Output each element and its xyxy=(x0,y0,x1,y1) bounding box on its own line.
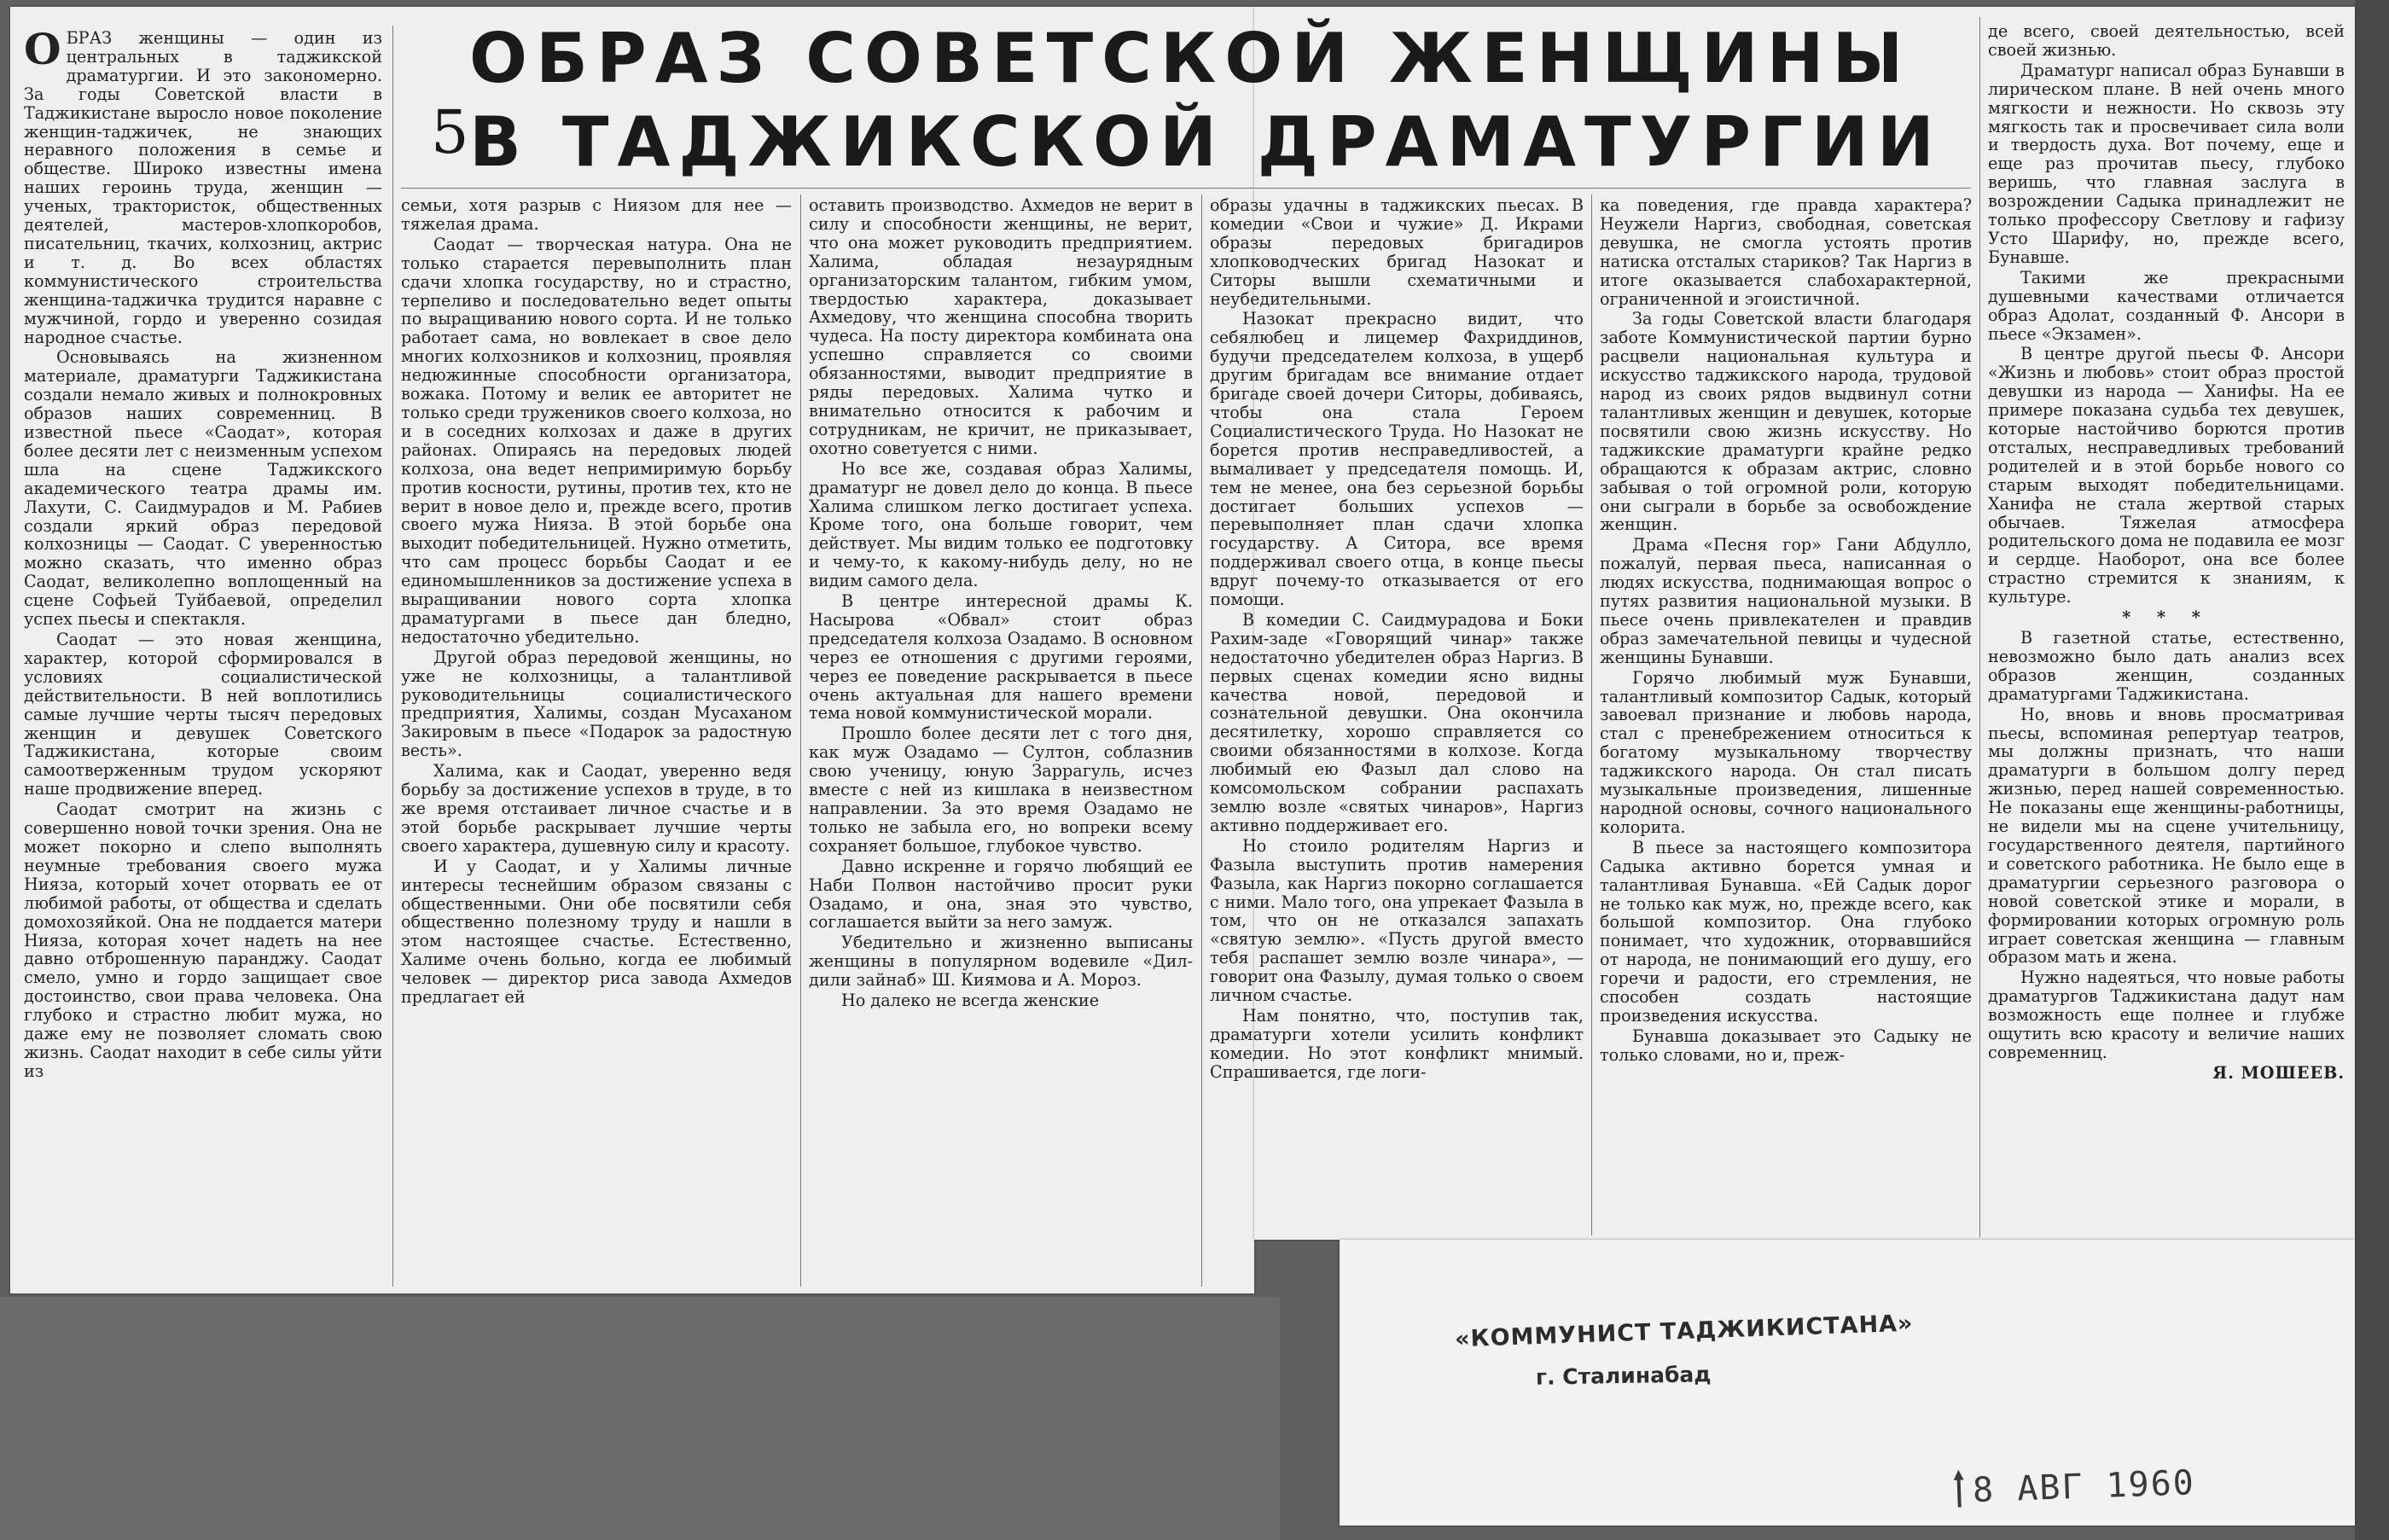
paragraph: Бунавша доказывает это Садыку не только словами, но и, преж- xyxy=(1600,1026,1972,1065)
paragraph: Но далеко не всегда женские xyxy=(841,991,1100,1011)
headline-line-2: В ТАДЖИКСКОЙ ДРАМАТУРГИИ xyxy=(469,102,1943,182)
paragraph: Но, вновь и вновь просматривая пьесы, вспоминая репертуар театров, мы должны признать, что наши драматурги в большом долгу перед жизнью, перед нашей современностью. Не показаны еще женщины-работницы, не видели мы на сцене учительницу, государственного деятеля, партийного и советского работника. Не было еще в драматургии серьезного разговора о новой советской этике и морали, в формировании которых огромную роль играет советская женщина — главным образом мать и жена. xyxy=(1988,704,2345,968)
paragraph: В центре интересной драмы К. Насырова «Обвал» стоит образ председателя колхоза Озадамо. В основном через ее отношения с другими героями, через ее поведение раскрывается в пьесе очень актуальная для нашего времени тема новой коммунистической морали. xyxy=(809,591,1193,724)
pencil-mark: 5 xyxy=(431,97,478,167)
paragraph: Драматург написал образ Бунавши в лирическом плане. В ней очень много мягкости и нежности. Но сквозь эту мягкость так и просвечивает сила воли и твердость духа. Вот почему, еще и еще раз прочитав пьесу, глубоко веришь, что главная заслуга в возрождении Садыка принадлежит не только профессору Светлову и гафизу Усто Шарифу, но, прежде всего, Бунавше. xyxy=(1988,60,2345,267)
background-right xyxy=(2355,0,2389,1540)
paragraph: В пьесе за настоящего композитора Садыка активно борется умная и талантливая Бунавша. «Ей Садык дорог не только как муж, но, прежде всего, как большой композитор. Она глубоко понимает, что художник, оторвавшийся от народа, не понимающий его душу, его горечи и радости, его стремления, не способен создать настоящие произведения искусства. xyxy=(1600,837,1972,1026)
background-lower xyxy=(0,1297,1280,1540)
paragraph: Давно искренне и горячо любящий ее Наби Полвон настойчиво просит руки Озадамо, и она, зная это чувство, соглашается выйти за него замуж. xyxy=(809,856,1193,933)
city-stamp: г. Сталинабад xyxy=(1535,1362,1712,1390)
paragraph: Прошло более десяти лет с того дня, как муж Озадамо — Султон, соблазнив свою ученицу, юную Заррагуль, исчез вместе с ней из кишлака в неизвестном направлении. За это время Озадамо не только не забыла его, но вопреки всему сохраняет большое, глубокое чувство. xyxy=(809,724,1193,856)
paragraph: семьи, хотя разрыв с Ниязом для нее — тяжелая драма. xyxy=(401,196,792,234)
column-rule xyxy=(1201,195,1202,1287)
paragraph: Саодат смотрит на жизнь с совершенно новой точки зрения. Она не может покорно и слепо выполнять неумные требования своего мужа Нияза, который хочет оторвать ее от любимой работы, от общества и сделать домохозяйкой. Она не поддается матери Нияза, которая хочет надеть на нее давно отброшенную паранджу. Саодат смело, умно и гордо защищает свое достоинство, свои права человека. Она глубоко и страстно любит мужа, но даже ему не позволяет сломать свою жизнь. Саодат находит в себе силы уйти из xyxy=(24,799,382,1081)
arrow-icon xyxy=(1953,1470,1965,1508)
column-rule xyxy=(1979,17,1980,1237)
newspaper-stamp: «КОММУНИСТ ТАДЖИКИСТАНА» xyxy=(1454,1310,1914,1353)
headline-line-1: ОБРАЗ СОВЕТСКОЙ ЖЕНЩИНЫ xyxy=(469,19,1912,98)
paragraph: Нужно надеяться, что новые работы драматургов Таджикистана дадут нам возможность еще полнее и глубже ощутить всю красоту и величие наших современниц. xyxy=(1988,968,2345,1062)
paragraph: За годы Советской власти благодаря заботе Коммунистической партии бурно расцвели национальная культура и искусство таджикского народа, трудовой народ из своих рядов выдвинул сотни талантливых женщин и девушек, которые посвятили свою жизнь искусству. Но таджикские драматурги крайне редко обращаются к образам актрис, словно забывая о той огромной роли, которую они сыграли в борьбе за освобождение женщин. xyxy=(1600,309,1972,535)
paragraph: В газетной статье, естественно, невозможно было дать анализ всех образов женщин, созданных драматургами Таджикистана. xyxy=(1988,628,2345,704)
article-column-4 xyxy=(1210,196,1584,1285)
paragraph: де всего, своей деятельностью, всей своей жизнью. xyxy=(1988,22,2345,60)
headline-rule xyxy=(401,188,1971,189)
paragraph: Халима, как и Саодат, уверенно ведя борьбу за достижение успехов в труде, в то же время отстаивает личное счастье и в этой борьбе раскрывает лучшие черты своего характера, душевную силу и красоту. xyxy=(401,761,792,856)
article-column-5 xyxy=(1600,196,1972,1233)
paragraph: Но стоило родителям Наргиз и Фазыла выступить против намерения Фазыла, как Наргиз покорно соглашается с ними. Мало того, она упрекает Фазыла в том, что он не отказался запахать «святую землю». «Пусть другой вместо тебя распашет землю возле чинара», — говорит она Фазылу, думая только о своем личном счастье. xyxy=(1210,835,1584,1006)
paragraph: Саодат — творческая натура. Она не только старается перевыполнить план сдачи хлопка государству, но и страстно, терпеливо и последовательно ведет опыты по выращиванию нового сорта. И не только работает сама, но вовлекает в свое дело многих колхозников и колхозниц, проявляя недюжинные способности организатора, вожака. Потому и велик ее авторитет не только среди тружеников своего колхоза, но и в соседних колхозах и даже в других районах. Опираясь на передовых людей колхоза, она ведет непримиримую борьбу против косности, рутины, против тех, кто не верит в новое дело и, прежде всего, против своего мужа Нияза. В этой борьбе она выходит победительницей. Нужно отметить, что сам процесс борьбы Саодат и ее единомышленников за достижение успеха в выращивании нового сорта хлопка драматургами в пьесе дан бледно, недостаточно убедительно. xyxy=(401,234,792,647)
column-rule xyxy=(392,26,393,1287)
article-column-1 xyxy=(24,29,382,1283)
article-column-6 xyxy=(1988,22,2345,1234)
paragraph: Горячо любимый муж Бунавши, талантливый композитор Садык, который завоевал признание и любовь народа, стал с пренебрежением относиться к богатому музыкальному творчеству таджикского народа. Он стал писать музыкальные произведения, лишенные народной основы, сочного национального колорита. xyxy=(1600,667,1972,837)
article-column-2 xyxy=(401,196,792,1285)
paragraph: В центре другой пьесы Ф. Ансори «Жизнь и любовь» стоит образ простой девушки из народа — Ханифы. На ее примере показана судьба тех девушек, которые настойчиво борются против отсталых, несправедливых требований родителей и в этой борьбе нового со старым выходят победительницами. Ханифа не стала жертвой старых обычаев. Тяжелая атмосфера родительского дома не подавила ее мозг и сердце. Наоборот, она все более страстно стремится к знаниям, к культуре. xyxy=(1988,344,2345,607)
drop-cap: О xyxy=(24,29,61,74)
column-rule xyxy=(1591,195,1592,1235)
paragraph: образы удачны в таджикских пьесах. В комедии «Свои и чужие» Д. Икрами образы передовых бригадиров хлопководческих бригад Назокат и Ситоры вышли схематичными и неубедительными. xyxy=(1210,196,1584,309)
article-headline xyxy=(431,19,1943,182)
paragraph: Такими же прекрасными душевными качествами отличается образ Адолат, созданный Ф. Ансори в пьесе «Экзамен». xyxy=(1988,267,2345,344)
paragraph: Нам понятно, что, поступив так, драматурги хотели усилить конфликт комедии. Но этот конфликт мнимый. Спрашивается, где логи- xyxy=(1210,1005,1584,1082)
author-byline: Я. МОШЕЕВ. xyxy=(2212,1062,2345,1083)
paragraph: ка поведения, где правда характера? Неужели Наргиз, свободная, советская девушка, не смогла устоять против натиска отсталых стариков? Так Наргиз в итоге оказывается слабохарактерной, ограниченной и эгоистичной. xyxy=(1600,196,1972,309)
paragraph: Саодат — это новая женщина, характер, которой сформировался в условиях социалистической действительности. В ней воплотились самые лучшие черты тысяч передовых женщин и девушек Советского Таджикистана, которые своим самоотверженным трудом ускоряют наше продвижение вперед. xyxy=(24,630,382,799)
column-rule xyxy=(800,195,801,1287)
date-stamp xyxy=(1953,1462,2195,1511)
paragraph: оставить производство. Ахмедов не верит в силу и способности женщины, не верит, что она может руководить предприятием. Халима, обладая незаурядным организаторским талантом, гибким умом, твердостью характера, доказывает Ахмедову, что женщина способна творить чудеса. На посту директора комбината она успешно справляется со своими обязанностями, выводит предприятие в ряды передовых. Халима чутко и внимательно относится к рабочим и сотрудникам, не кричит, не приказывает, охотно советуется с ними. xyxy=(809,196,1193,458)
paragraph: И у Саодат, и у Халимы личные интересы теснейшим образом связаны с общественными. Они обе посвятили себя общественно полезному труду и нашли в этом настоящее счастье. Естественно, Халиме очень больно, когда ее любимый человек — директор риса завода Ахмедов предлагает ей xyxy=(401,856,792,1008)
paragraph: В комедии С. Саидмурадова и Боки Рахим-заде «Говорящий чинар» также недостаточно убедителен образ Наргиз. В первых сценах комедии ясно видны качества новой, передовой и сознательной девушки. Она окончила десятилетку, хорошо справляется со своими обязанностями в колхозе. Когда любимый ею Фазыл дал слово на комсомольском собрании распахать землю возле «святых чинаров», Наргиз активно поддерживает его. xyxy=(1210,609,1584,835)
paragraph: Другой образ передовой женщины, но уже не колхозницы, а талантливой руководительницы социалистического предприятия, Халимы, создан Мусаханом Закировым в пьесе «Подарок за радостную весть». xyxy=(401,647,792,761)
paragraph: Назокат прекрасно видит, что себялюбец и лицемер Фахриддинов, будучи председателем колхоза, в ущерб другим бригадам все внимание отдает бригаде своей дочери Ситоры, добиваясь, чтобы она стала Героем Социалистического Труда. Но Назокат не борется против несправедливостей, а вымаливает у председателя помощь. И, тем не менее, она без серьезной борьбы достигает больших успехов — перевыполняет план сдачи хлопка государству. А Ситора, все время поддерживал своего отца, в конце пьесы вдруг почему-то отказывается от его помощи. xyxy=(1210,309,1584,610)
date-stamp-text: 8 АВГ 1960 xyxy=(1972,1463,2196,1511)
paragraph: Основываясь на жизненном материале, драматурги Таджикистана создали немало живых и полнокровных образов наших современниц. В известной пьесе «Саодат», которая более десяти лет с неизменным успехом шла на сцене Таджикского академического театра драмы им. Лахути, С. Саидмурадов и М. Рабиев создали яркий образ передовой колхозницы — Саодат. С уверенностью можно сказать, что именно образ Саодат, великолепно воплощенный на сцене Софьей Туйбаевой, определил успех пьесы и спектакля. xyxy=(24,347,382,630)
paragraph: Драма «Песня гор» Гани Абдулло, пожалуй, первая пьеса, написанная о людях искусства, поднимающая вопрос о путях развития национальной музыки. В пьесе очень привлекателен и правдив образ замечательной певицы и чудесной женщины Бунавши. xyxy=(1600,535,1972,667)
section-separator: * * * xyxy=(2122,607,2211,628)
paragraph: Убедительно и жизненно выписаны женщины в популярном водевиле «Дил-дили зайнаб» Ш. Киямова и А. Мороз. xyxy=(809,933,1193,991)
paragraph: БРАЗ женщины — один из центральных в таджикской драматургии. И это закономерно. За годы Советской власти в Таджикистане выросло новое поколение женщин-таджичек, не знающих неравного положения в семье и обществе. Широко известны имена наших героинь труда, женщин — ученых, трактористок, общественных деятелей, мастеров-хлопкоробов, писательниц, ткачих, колхозниц, актрис и т. д. Во всех областях коммунистического строительства женщина-таджичка трудится наравне с мужчиной, гордо и уверенно созидая народное счастье. xyxy=(24,29,382,347)
paragraph: Но все же, создавая образ Халимы, драматург не довел дело до конца. В пьесе Халима слишком легко достигает успеха. Кроме того, она больше говорит, чем действует. Мы видим только ее подготовку и чему-то, к какому-нибудь делу, но не видим самого дела. xyxy=(809,458,1193,591)
article-column-3 xyxy=(809,196,1193,1285)
